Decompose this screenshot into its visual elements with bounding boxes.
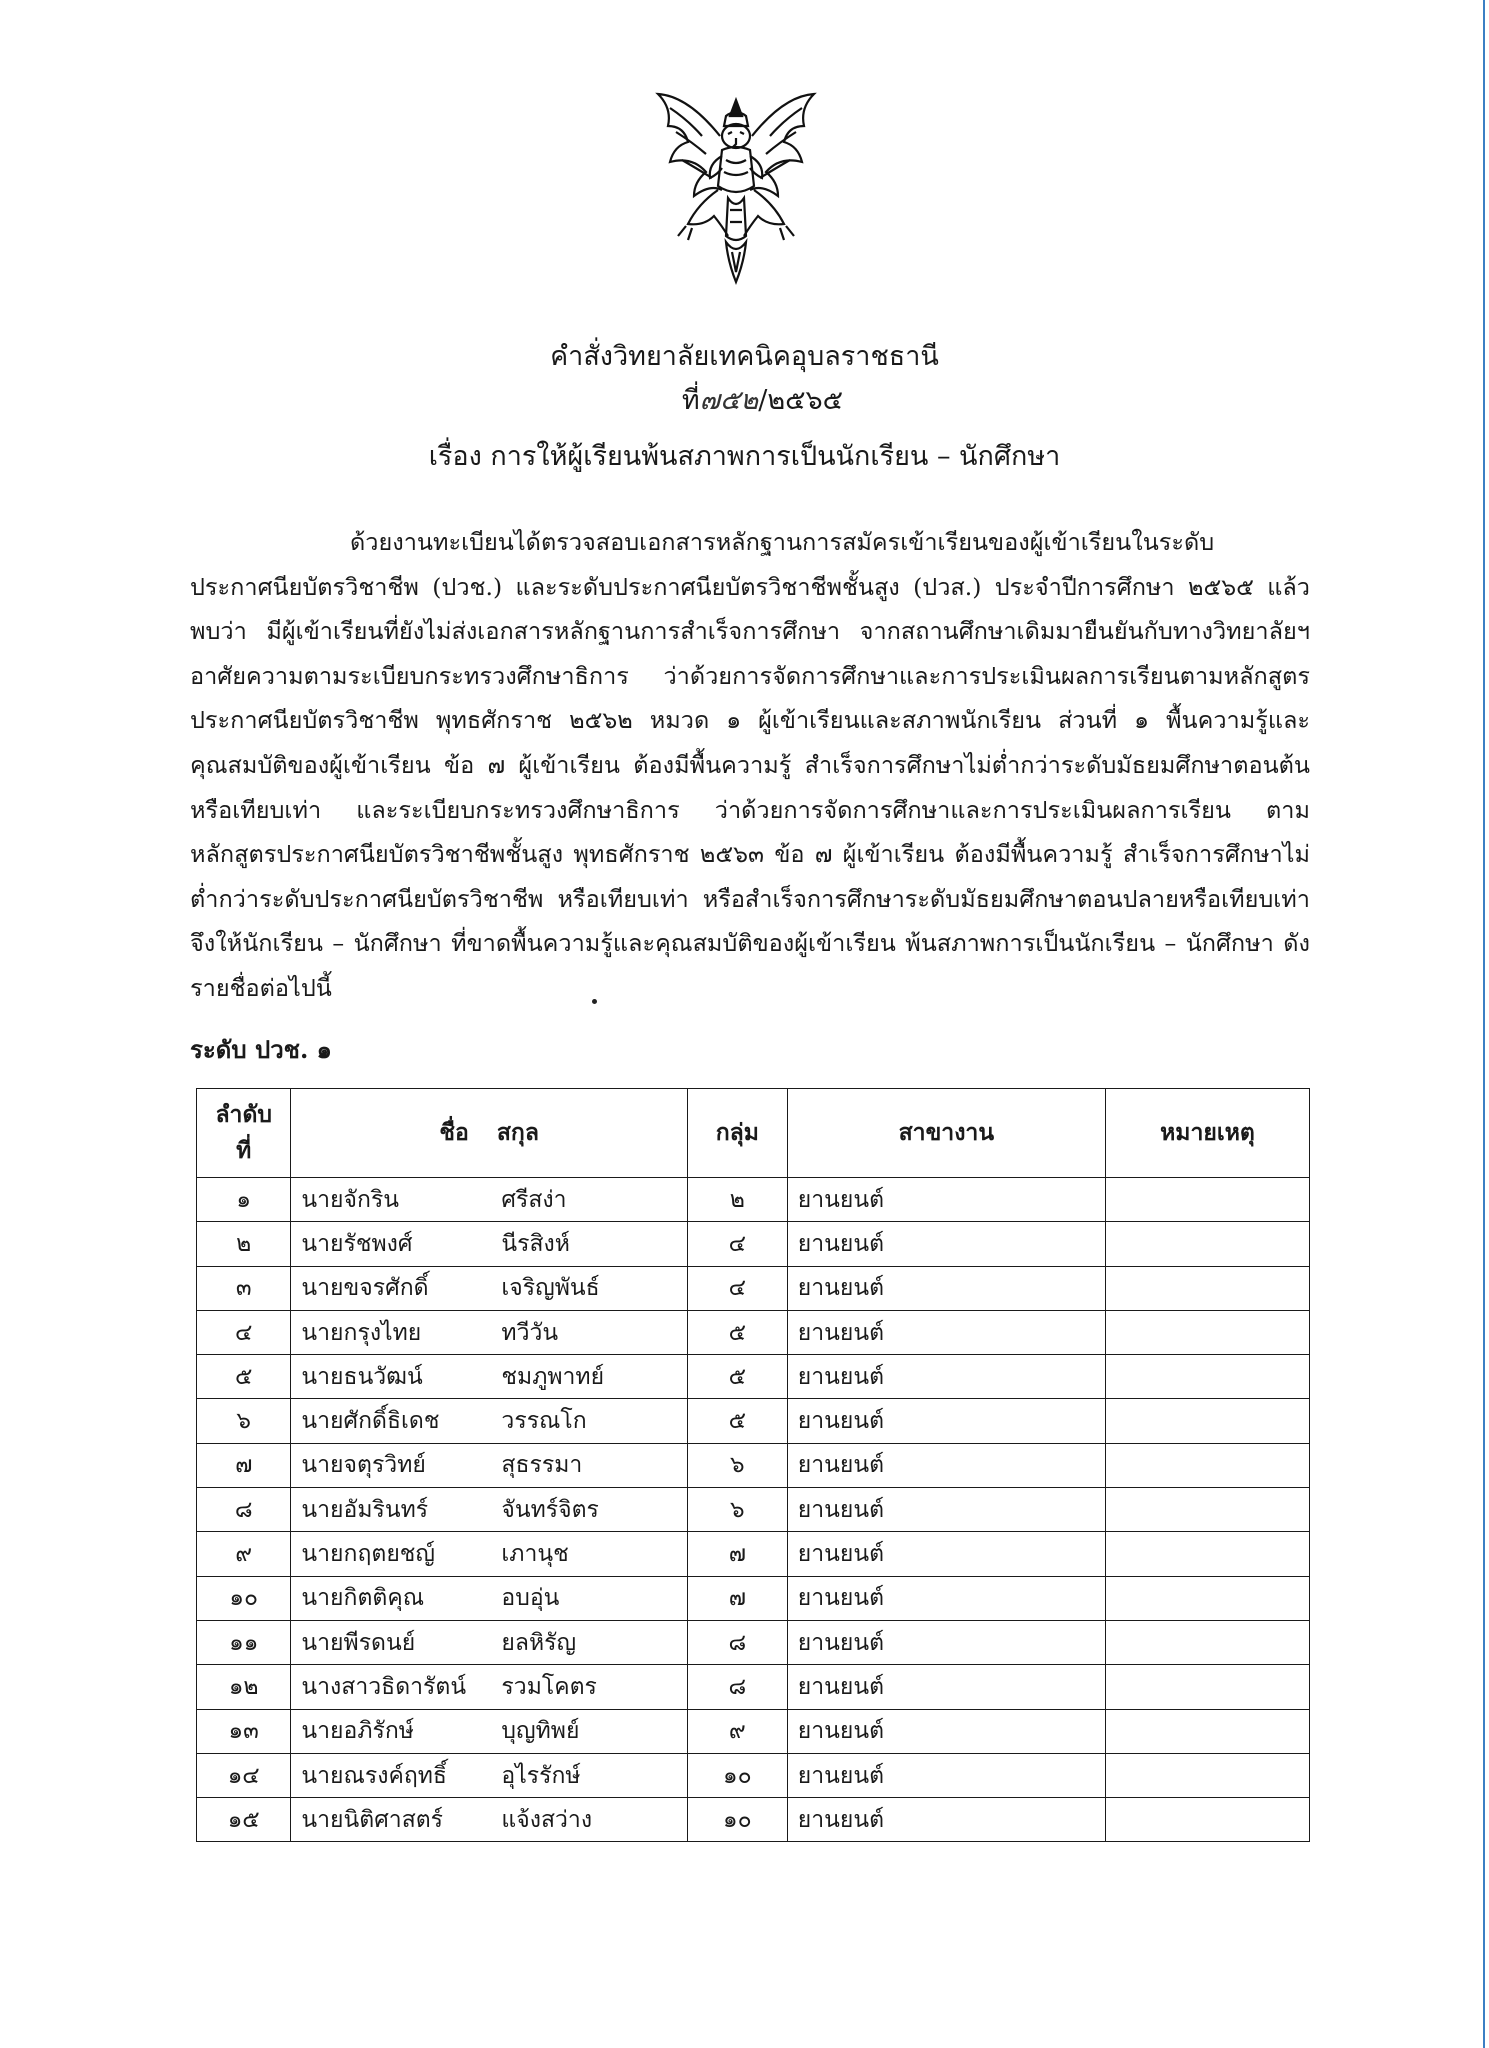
cell-fullname (291, 1665, 688, 1709)
cell-major: ยานยนต์ (787, 1798, 1105, 1842)
order-number-handwritten: ๗๕๒ (699, 385, 759, 416)
table-row (197, 1665, 1310, 1709)
cell-fullname (291, 1709, 688, 1753)
section-label: ระดับ ปวช. ๑ (190, 1035, 332, 1064)
table-row (197, 1266, 1310, 1310)
header-name (291, 1089, 688, 1178)
cell-group: ๑๐ (687, 1798, 787, 1842)
cell-note (1105, 1709, 1309, 1753)
cell-surname: นีรสิงห์ (501, 1230, 570, 1257)
table-row (197, 1222, 1310, 1266)
header-number (197, 1089, 291, 1178)
cell-name: นายธนวัฒน์ (301, 1363, 423, 1390)
cell-note (1105, 1222, 1309, 1266)
cell-number: ๙ (197, 1532, 291, 1576)
cell-name: นายกฤตยชญ์ (301, 1541, 436, 1568)
cell-note (1105, 1443, 1309, 1487)
table-row (197, 1620, 1310, 1664)
table-row (197, 1798, 1310, 1842)
cell-fullname (291, 1576, 688, 1620)
cell-fullname (291, 1266, 688, 1310)
order-subject: เรื่อง การให้ผู้เรียนพ้นสภาพการเป็นนักเรียน – นักศึกษา (428, 441, 1061, 472)
cell-surname: รวมโคตร (501, 1673, 597, 1700)
table-row (197, 1488, 1310, 1532)
cell-note (1105, 1178, 1309, 1222)
cell-major: ยานยนต์ (787, 1310, 1105, 1354)
cell-note (1105, 1532, 1309, 1576)
cell-surname: ชมภูพาทย์ (501, 1363, 605, 1390)
header-group: กลุ่ม (687, 1089, 787, 1178)
cell-major: ยานยนต์ (787, 1355, 1105, 1399)
cell-name: นายรัชพงศ์ (301, 1230, 413, 1257)
cell-number: ๑๓ (197, 1709, 291, 1753)
cell-surname: เจริญพันธ์ (501, 1275, 600, 1302)
cell-name: นายกิตติคุณ (301, 1585, 425, 1612)
cell-number: ๑๒ (197, 1665, 291, 1709)
order-number-suffix: /๒๕๖๕ (758, 385, 844, 416)
cell-major: ยานยนต์ (787, 1399, 1105, 1443)
cell-number: ๑๐ (197, 1576, 291, 1620)
cell-number: ๕ (197, 1355, 291, 1399)
cell-note (1105, 1753, 1309, 1797)
cell-fullname (291, 1178, 688, 1222)
table-header-row (197, 1089, 1310, 1178)
cell-fullname (291, 1620, 688, 1664)
body-paragraph: ด้วยงานทะเบียนได้ตรวจสอบเอกสารหลักฐานการสมัครเข้าเรียนของผู้เข้าเรียนในระดับประกาศนียบัตรวิชาชีพ (ปวช.) และระดับประกาศนียบัตรวิชาชีพชั้นสูง (ปวส.) ประจำปีการศึกษา ๒๕๖๕ แล้ว พบว่า มีผู้เข้าเรียนที่ยังไม่ส่งเอกสารหลักฐานการสำเร็จการศึกษา จากสถานศึกษาเดิมมายืนยันกับทางวิทยาลัยฯ อาศัยความตามระเบียบกระทรวงศึกษาธิการ ว่าด้วยการจัดการศึกษาและการประเมินผลการเรียนตามหลักสูตรประกาศนียบัตรวิชาชีพ พุทธศักราช ๒๕๖๒ หมวด ๑ ผู้เข้าเรียนและสภาพนักเรียน ส่วนที่ ๑ พื้นความรู้และคุณสมบัติของผู้เข้าเรียน ข้อ ๗ ผู้เข้าเรียน ต้องมีพื้นความรู้ สำเร็จการศึกษาไม่ต่ำกว่าระดับมัธยมศึกษาตอนต้นหรือเทียบเท่า และระเบียบกระทรวงศึกษาธิการ ว่าด้วยการจัดการศึกษาและการประเมินผลการเรียน ตามหลักสูตรประกาศนียบัตรวิชาชีพชั้นสูง พุทธศักราช ๒๕๖๓ ข้อ ๗ ผู้เข้าเรียน ต้องมีพื้นความรู้ สำเร็จการศึกษาไม่ต่ำกว่าระดับประกาศนียบัตรวิชาชีพ หรือเทียบเท่า หรือสำเร็จการศึกษาระดับมัธยมศึกษาตอนปลายหรือเทียบเท่า จึงให้นักเรียน – นักศึกษา ที่ขาดพื้นความรู้และคุณสมบัติของผู้เข้าเรียน พ้นสภาพการเป็นนักเรียน – นักศึกษา ดังรายชื่อต่อไปนี้ (190, 528, 1310, 1002)
cell-fullname (291, 1310, 688, 1354)
order-body (190, 520, 1310, 1011)
cell-note (1105, 1798, 1309, 1842)
cell-major: ยานยนต์ (787, 1665, 1105, 1709)
cell-group: ๘ (687, 1665, 787, 1709)
cell-group: ๘ (687, 1620, 787, 1664)
cell-group: ๙ (687, 1709, 787, 1753)
cell-name: นายจตุรวิทย์ (301, 1452, 426, 1479)
cell-surname: ทวีวัน (501, 1319, 559, 1346)
cell-note (1105, 1620, 1309, 1664)
cell-surname: แจ้งสว่าง (501, 1806, 593, 1833)
cell-surname: จันทร์จิตร (501, 1496, 599, 1523)
cell-group: ๗ (687, 1532, 787, 1576)
cell-fullname (291, 1399, 688, 1443)
cell-fullname (291, 1355, 688, 1399)
cell-name: นายศักดิ์ธิเดช (301, 1408, 440, 1435)
cell-fullname (291, 1798, 688, 1842)
cell-major: ยานยนต์ (787, 1266, 1105, 1310)
header-number-line1: ลำดับ (215, 1101, 272, 1128)
cell-major: ยานยนต์ (787, 1576, 1105, 1620)
cell-name: นายอภิรักษ์ (301, 1718, 414, 1745)
cell-note (1105, 1399, 1309, 1443)
cell-name: นายณรงค์ฤทธิ์ (301, 1762, 447, 1789)
cell-surname: อบอุ่น (501, 1585, 560, 1612)
cell-surname: บุญทิพย์ (501, 1718, 580, 1745)
cell-major: ยานยนต์ (787, 1222, 1105, 1266)
cell-number: ๗ (197, 1443, 291, 1487)
cell-fullname (291, 1222, 688, 1266)
cell-surname: วรรณโก (501, 1408, 587, 1435)
cell-fullname (291, 1532, 688, 1576)
stray-dot (592, 999, 597, 1004)
cell-major: ยานยนต์ (787, 1178, 1105, 1222)
cell-note (1105, 1355, 1309, 1399)
cell-major: ยานยนต์ (787, 1709, 1105, 1753)
cell-name: นายกรุงไทย (301, 1319, 422, 1346)
table-row (197, 1178, 1310, 1222)
order-title: คำสั่งวิทยาลัยเทคนิคอุบลราชธานี (550, 341, 939, 372)
header-name-label: ชื่อ (439, 1119, 469, 1146)
cell-group: ๖ (687, 1443, 787, 1487)
student-table (196, 1088, 1310, 1842)
cell-number: ๔ (197, 1310, 291, 1354)
header-note: หมายเหตุ (1105, 1089, 1309, 1178)
cell-surname: สุธรรมา (501, 1452, 583, 1479)
cell-name: นายอัมรินทร์ (301, 1496, 429, 1523)
table-row (197, 1753, 1310, 1797)
cell-group: ๕ (687, 1310, 787, 1354)
order-number-prefix: ที่ (681, 385, 700, 416)
cell-number: ๒ (197, 1222, 291, 1266)
cell-note (1105, 1488, 1309, 1532)
cell-number: ๑๕ (197, 1798, 291, 1842)
cell-name: นายพีรดนย์ (301, 1629, 416, 1656)
cell-surname: ศรีสง่า (501, 1186, 567, 1213)
cell-note (1105, 1310, 1309, 1354)
header-number-line2: ที่ (236, 1137, 252, 1164)
scan-edge-line (1483, 0, 1485, 2048)
table-row (197, 1355, 1310, 1399)
header-surname-label: สกุล (496, 1119, 539, 1146)
cell-group: ๖ (687, 1488, 787, 1532)
cell-note (1105, 1665, 1309, 1709)
cell-number: ๖ (197, 1399, 291, 1443)
cell-group: ๔ (687, 1266, 787, 1310)
cell-number: ๑๔ (197, 1753, 291, 1797)
cell-name: นางสาวธิดารัตน์ (301, 1673, 467, 1700)
table-row (197, 1576, 1310, 1620)
cell-group: ๗ (687, 1576, 787, 1620)
cell-number: ๓ (197, 1266, 291, 1310)
cell-group: ๕ (687, 1355, 787, 1399)
cell-major: ยานยนต์ (787, 1620, 1105, 1664)
cell-fullname (291, 1753, 688, 1797)
table-row (197, 1709, 1310, 1753)
cell-name: นายขจรศักดิ์ (301, 1275, 429, 1302)
cell-fullname (291, 1488, 688, 1532)
cell-major: ยานยนต์ (787, 1443, 1105, 1487)
cell-major: ยานยนต์ (787, 1753, 1105, 1797)
cell-major: ยานยนต์ (787, 1532, 1105, 1576)
cell-number: ๑๑ (197, 1620, 291, 1664)
cell-note (1105, 1576, 1309, 1620)
cell-name: นายจักริน (301, 1186, 400, 1213)
table-row (197, 1443, 1310, 1487)
cell-group: ๒ (687, 1178, 787, 1222)
cell-group: ๑๐ (687, 1753, 787, 1797)
cell-surname: ยลหิรัญ (501, 1629, 577, 1656)
cell-surname: อุไรรักษ์ (501, 1762, 581, 1789)
cell-note (1105, 1266, 1309, 1310)
order-number (18, 378, 1489, 421)
table-row (197, 1310, 1310, 1354)
cell-fullname (291, 1443, 688, 1487)
header-major: สาขางาน (787, 1089, 1105, 1178)
garuda-emblem-icon (648, 86, 824, 291)
cell-group: ๔ (687, 1222, 787, 1266)
cell-number: ๑ (197, 1178, 291, 1222)
cell-major: ยานยนต์ (787, 1488, 1105, 1532)
cell-surname: เภานุช (501, 1541, 569, 1568)
cell-number: ๘ (197, 1488, 291, 1532)
cell-group: ๕ (687, 1399, 787, 1443)
table-row (197, 1399, 1310, 1443)
table-row (197, 1532, 1310, 1576)
cell-name: นายนิติศาสตร์ (301, 1806, 444, 1833)
